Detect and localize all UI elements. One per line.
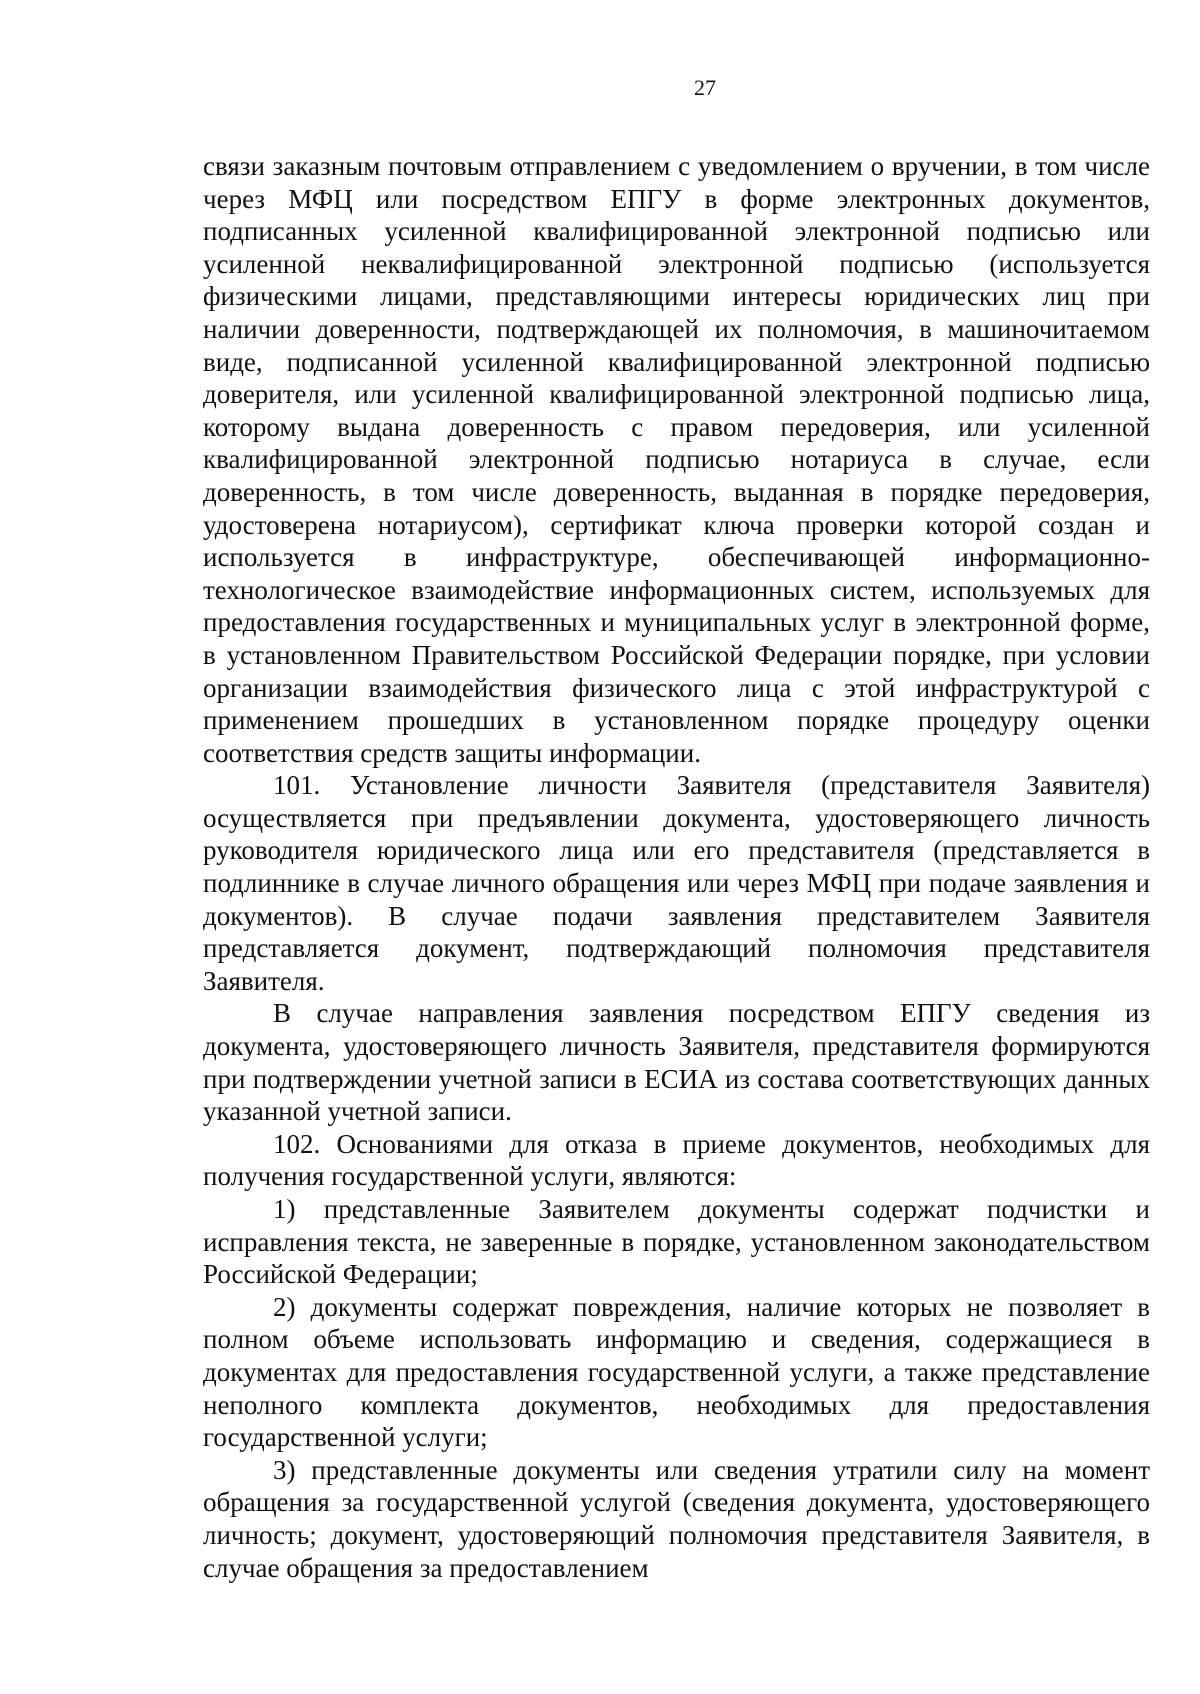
paragraph-continued: связи заказным почтовым отправлением с уведомлением о вручении, в том числе через МФЦ или посредством ЕПГУ в форме электронных документов, подписанных усиленной квалифицированной электронной подписью или усиленной неквалифицированной электронной подписью (используется физическими лицами, представляющими интересы юридических лиц при наличии доверенности, подтверждающей их полномочия, в машиночитаемом виде, подписанной усиленной квалифицированной электронной подписью доверителя, или усиленной квалифицированной электронной подписью лица, которому выдана доверенность с правом передоверия, или усиленной квалифицированной электронной подписью нотариуса в случае, если доверенность, в том числе доверенность, выданная в порядке передоверия, удостоверена нотариусом), сертификат ключа проверки которой создан и используется в инфраструктуре, обеспечивающей информационно-технологическое взаимодействие информационных систем, используемых для предоставления государственных и муниципальных услуг в электронной форме, в установленном Правительством Российской Федерации порядке, при условии организации взаимодействия физического лица с этой инфраструктурой с применением прошедших в установленном порядке процедуру оценки соответствия средств защиты информации. — [203, 151, 1150, 768]
paragraph-102: 102. Основаниями для отказа в приеме документов, необходимых для получения государственной услуги, являются: — [203, 1128, 1150, 1192]
document-body — [203, 150, 1150, 1584]
list-item-3: 3) представленные документы или сведения утратили силу на момент обращения за государственной услугой (сведения документа, удостоверяющего личность; документ, удостоверяющий полномочия представителя Заявителя, в случае обращения за предоставлением — [203, 1454, 1150, 1583]
list-item-1: 1) представленные Заявителем документы содержат подчистки и исправления текста, не заверенные в порядке, установленном законодательством Российской Федерации; — [203, 1194, 1150, 1290]
list-item-2: 2) документы содержат повреждения, наличие которых не позволяет в полном объеме использовать информацию и сведения, содержащиеся в документах для предоставления государственной услуги, а также представление неполного комплекта документов, необходимых для предоставления государственной услуги; — [203, 1291, 1150, 1453]
paragraph-epgu-identity: В случае направления заявления посредством ЕПГУ сведения из документа, удостоверяющего личность Заявителя, представителя формируются при подтверждении учетной записи в ЕСИА из состава соответствующих данных указанной учетной записи. — [203, 998, 1150, 1127]
paragraph-101: 101. Установление личности Заявителя (представителя Заявителя) осуществляется при предъявлении документа, удостоверяющего личность руководителя юридического лица или его представителя (представляется в подлиннике в случае личного обращения или через МФЦ при подаче заявления и документов). В случае подачи заявления представителем Заявителя представляется документ, подтверждающий полномочия представителя Заявителя. — [203, 770, 1150, 996]
page-number: 27 — [694, 75, 716, 100]
